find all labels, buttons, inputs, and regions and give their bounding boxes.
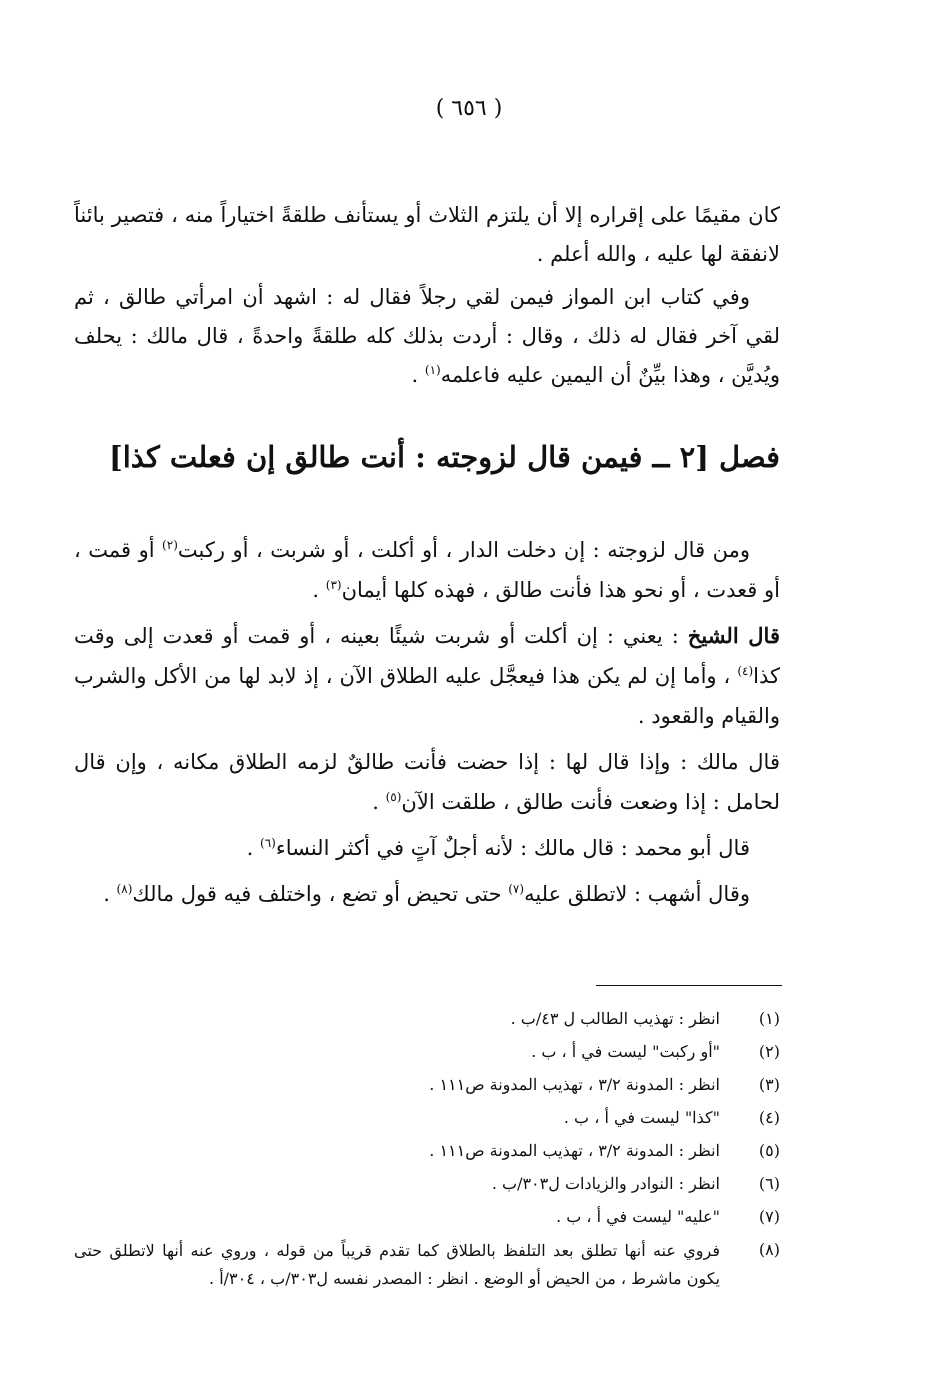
intro-text [74, 196, 780, 399]
section-paragraph-3-end: . [372, 790, 386, 814]
footnote-item [74, 1171, 780, 1196]
footnote-ref-3[interactable]: (٣) [325, 578, 342, 592]
footnote-ref-7[interactable]: (٧) [508, 882, 525, 896]
section-paragraph-5-text-a: وقال أشهب : لاتطلق عليه [524, 882, 750, 906]
footnote-text: "أو ركبت" ليست في أ ، ب . [531, 1042, 720, 1061]
page-number: ( ٦٥٦ ) [435, 96, 503, 121]
section-paragraph-5 [74, 874, 780, 914]
footnote-text: انظر : تهذيب الطالب ل ٤٣/ب . [510, 1009, 720, 1028]
section-paragraph-1-end: . [312, 578, 326, 602]
footnote-text: "عليه" ليست في أ ، ب . [556, 1207, 720, 1226]
sheikh-label: قال الشيخ [687, 623, 780, 648]
footnote-number: (٨) [758, 1240, 780, 1259]
section-heading: فصل [٢ ــ فيمن قال لزوجته : أنت طالق إن فعلت كذا] [109, 440, 780, 474]
footnote-ref-1[interactable]: (١) [424, 363, 441, 377]
footnote-item [74, 1072, 780, 1097]
intro-paragraph-2-text: وفي كتاب ابن المواز فيمن لقي رجلاً فقال له : اشهد أن امرأتي طالق ، ثم لقي آخر فقال له ذلك ، وقال : أردت بذلك كله طلقةً واحدةً ، قال مالك : يحلف ويُديَّن ، وهذا بيِّنٌ أن اليمين عليه فاعلمه [74, 285, 780, 387]
footnote-item [74, 1204, 780, 1229]
section-paragraph-1-text-b: أو قمت ، أو قعدت ، أو نحو هذا فأنت طالق ، فهذه كلها أيمان [74, 538, 780, 602]
footnote-ref-8[interactable]: (٨) [116, 882, 133, 896]
footnote-number: (٤) [758, 1108, 780, 1127]
section-paragraph-3 [74, 742, 780, 822]
section-paragraph-2-text-b: ، وأما إن لم يكن هذا فيعجَّل عليه الطلاق الآن ، إذ لابد لها من الأكل والشرب والقيام والقعود . [74, 664, 780, 728]
footnote-text: "كذا" ليست في أ ، ب . [563, 1108, 720, 1127]
footnote-number: (٧) [758, 1207, 780, 1226]
footnote-text: فروي عنه أنها تطلق بعد التلفظ بالطلاق كما تقدم قريباً من قوله ، وروي عنه أنها لاتطلق حتى يكون ماشرط ، من الحيض أو الوضع . انظر : المصدر نفسه ل٣٠٣/ب ، ٣٠٤/أ . [74, 1241, 720, 1288]
footnote-number: (١) [758, 1009, 780, 1028]
section-paragraph-2 [74, 616, 780, 736]
footnote-number: (٦) [758, 1174, 780, 1193]
footnote-number: (٢) [758, 1042, 780, 1061]
intro-paragraph-2-end: . [411, 363, 425, 387]
section-paragraph-2-text-a: : يعني : إن أكلت أو شربت شيئًا بعينه ، أو قمت أو قعدت إلى وقت كذا [74, 624, 780, 688]
footnote-item [74, 1105, 780, 1130]
footnote-item [74, 1138, 780, 1163]
footnote-item [74, 1006, 780, 1031]
section-paragraph-4-text: قال أبو محمد : قال مالك : لأنه أجلٌ آتٍ في أكثر النساء [275, 836, 750, 860]
footnote-number: (٥) [758, 1141, 780, 1160]
footnote-item [74, 1237, 780, 1293]
intro-paragraph-2 [74, 278, 780, 395]
footnote-separator [596, 985, 782, 986]
footnote-ref-2[interactable]: (٢) [162, 538, 178, 552]
section-paragraph-3-text: قال مالك : وإذا قال لها : إذا حضت فأنت طالقٌ لزمه الطلاق مكانه ، وإن قال لحامل : إذا وضعت فأنت طالق ، طلقت الآن [74, 750, 780, 814]
intro-paragraph-1: كان مقيمًا على إقراره إلا أن يلتزم الثلاث أو يستأنف طلقةً اختياراً منه ، فتصير بائناً لانفقة لها عليه ، والله أعلم . [74, 203, 780, 266]
footnote-ref-6[interactable]: (٦) [260, 836, 276, 850]
footnote-ref-4[interactable]: (٤) [737, 664, 754, 678]
section-paragraph-5-text-b: حتى تحيض أو تضع ، واختلف فيه قول مالك [132, 882, 509, 906]
section-paragraph-1 [74, 530, 780, 610]
footnote-item [74, 1039, 780, 1064]
footnote-text: انظر : المدونة ٣/٢ ، تهذيب المدونة ص١١١ . [429, 1141, 720, 1160]
footnote-text: انظر : المدونة ٣/٢ ، تهذيب المدونة ص١١١ . [429, 1075, 720, 1094]
section-paragraph-1-text-a: ومن قال لزوجته : إن دخلت الدار ، أو أكلت ، أو شربت ، أو ركبت [177, 538, 750, 562]
section-paragraph-4-end: . [246, 836, 260, 860]
section-paragraph-4 [74, 828, 780, 868]
section-paragraph-5-end: . [103, 882, 117, 906]
footnotes-list [74, 1006, 780, 1301]
footnote-text: انظر : النوادر والزيادات ل٣٠٣/ب . [491, 1174, 720, 1193]
footnote-number: (٣) [758, 1075, 780, 1094]
section-text [74, 530, 780, 920]
footnote-ref-5[interactable]: (٥) [385, 790, 402, 804]
